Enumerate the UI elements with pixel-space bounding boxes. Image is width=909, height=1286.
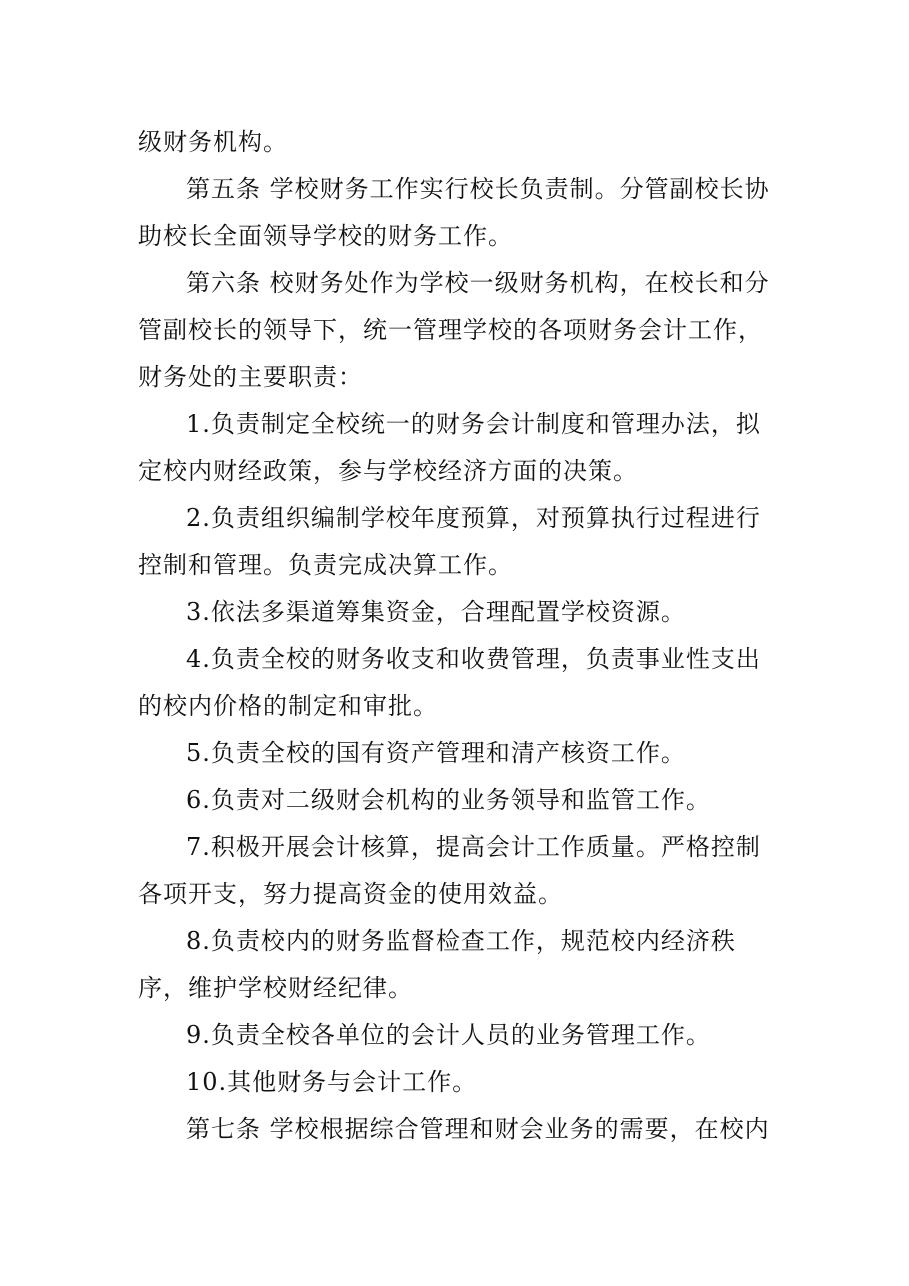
duty-item-9: 9.负责全校各单位的会计人员的业务管理工作。 <box>186 1021 711 1049</box>
duty-item-1: 1.负责制定全校统一的财务会计制度和管理办法，拟定校内财经政策，参与学校经济方面的决策。 <box>138 410 761 485</box>
duty-item-6: 6.负责对二级财会机构的业务领导和监管工作。 <box>186 786 711 814</box>
article-6-paragraph: 第六条 校财务处作为学校一级财务机构，在校长和分管副校长的领导下，统一管理学校的各项财务会计工作，财务处的主要职责： <box>138 269 770 391</box>
duty-item-4: 4.负责全校的财务收支和收费管理，负责事业性支出的校内价格的制定和审批。 <box>138 645 761 720</box>
paragraph-continuation: 级财务机构。 <box>138 128 288 156</box>
article-5-paragraph: 第五条 学校财务工作实行校长负责制。分管副校长协助校长全面领导学校的财务工作。 <box>138 175 770 250</box>
duty-item-5: 5.负责全校的国有资产管理和清产核资工作。 <box>186 739 686 767</box>
duty-item-2: 2.负责组织编制学校年度预算，对预算执行过程进行控制和管理。负责完成决算工作。 <box>138 504 761 579</box>
duty-item-3: 3.依法多渠道筹集资金，合理配置学校资源。 <box>186 598 686 626</box>
article-7-paragraph: 第七条 学校根据综合管理和财会业务的需要，在校内 <box>186 1115 770 1143</box>
duty-item-8: 8.负责校内的财务监督检查工作，规范校内经济秩序，维护学校财经纪律。 <box>138 927 736 1002</box>
duty-item-7: 7.积极开展会计核算，提高会计工作质量。严格控制各项开支，努力提高资金的使用效益。 <box>138 833 761 908</box>
duty-item-10: 10.其他财务与会计工作。 <box>186 1068 478 1096</box>
document-body <box>138 119 778 1153</box>
